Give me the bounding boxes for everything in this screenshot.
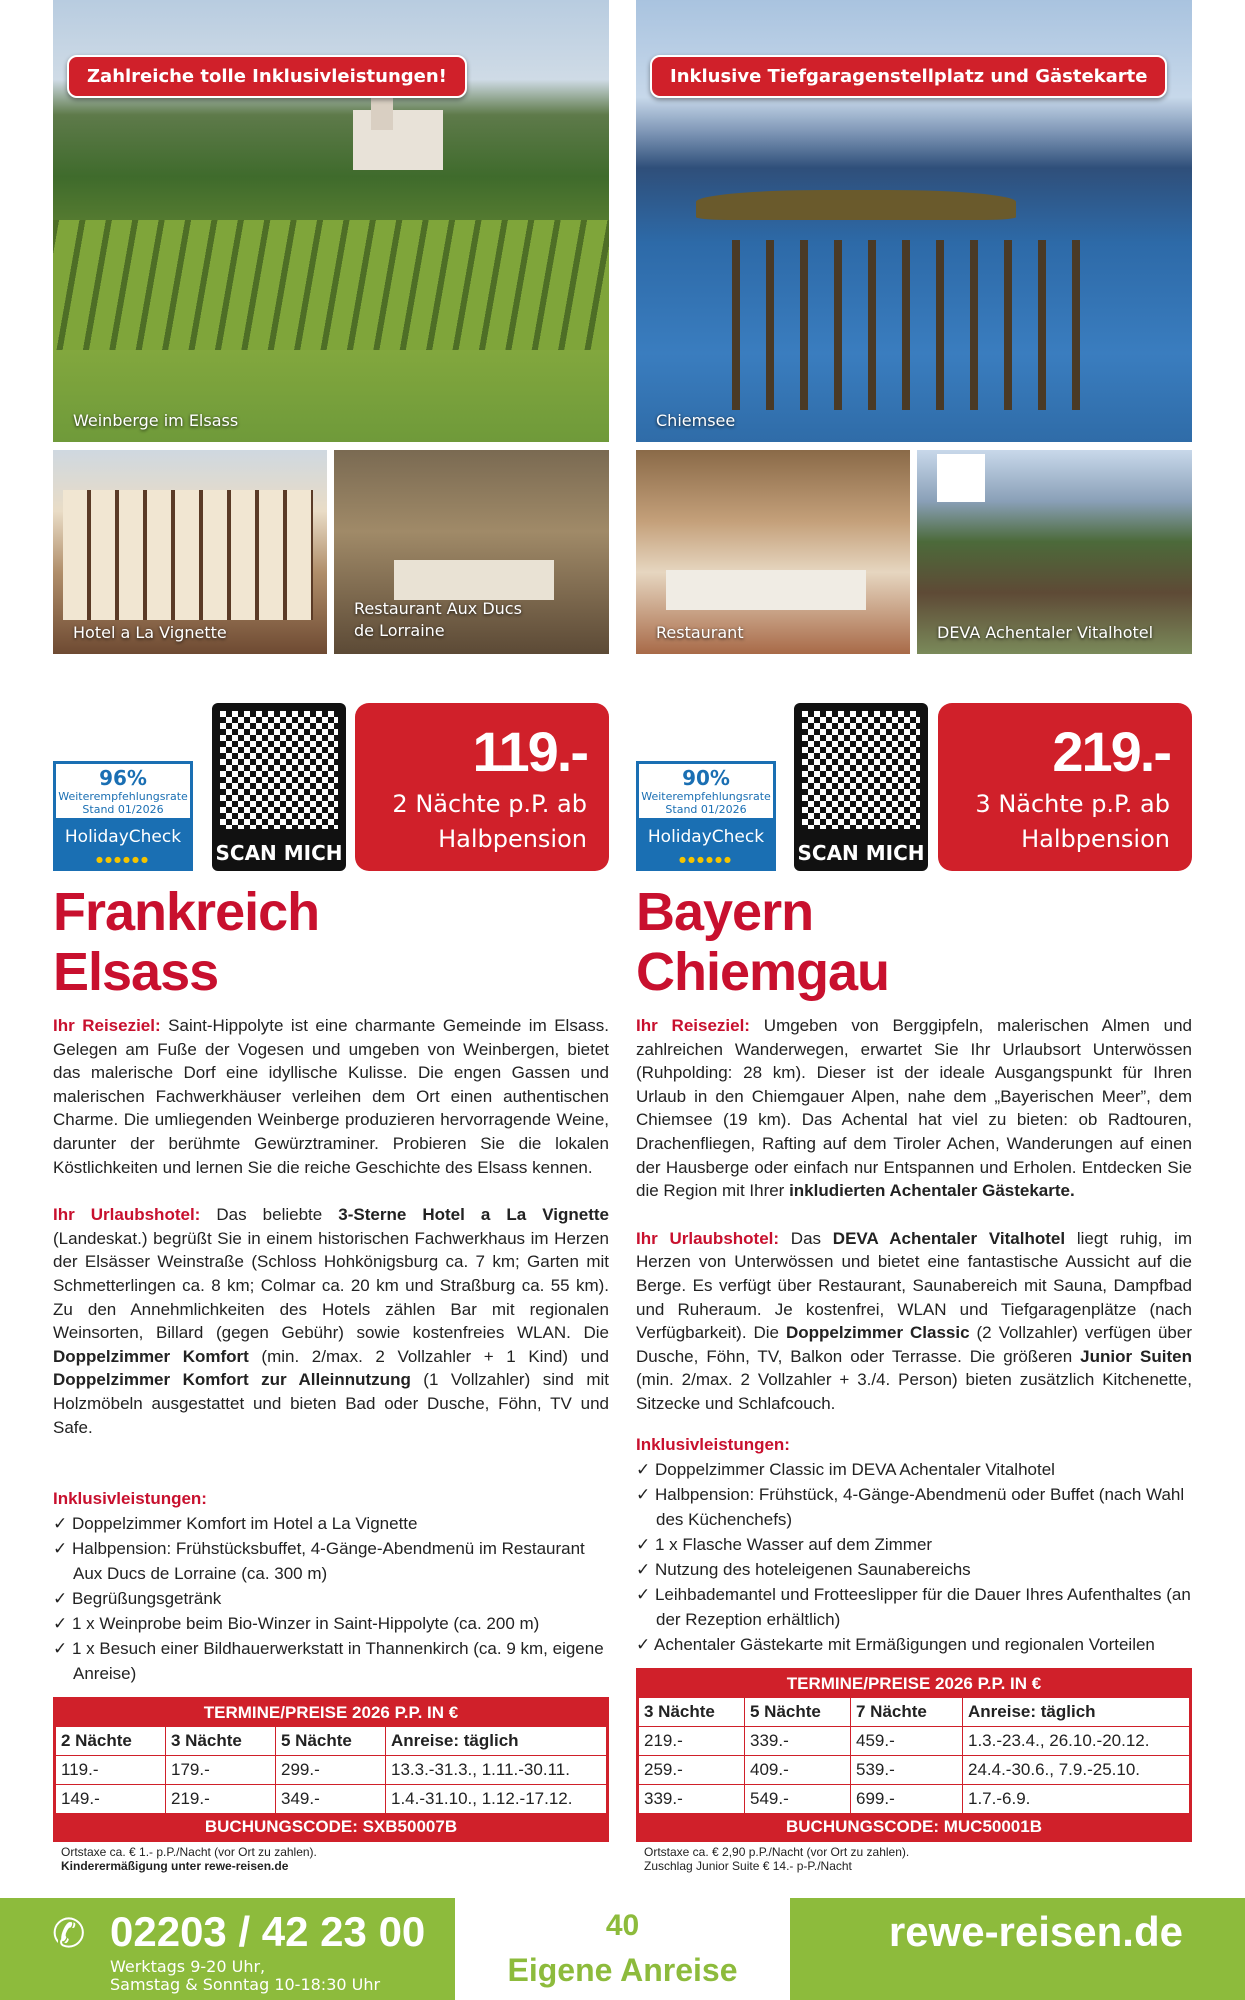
qr-code-icon	[220, 711, 338, 829]
price-table-right	[636, 1668, 1192, 1842]
table-cell: 299.-	[276, 1756, 386, 1785]
reiseziel-highlight: inkludierten Achentaler Gästekarte.	[789, 1181, 1075, 1201]
title-region: Elsass	[53, 942, 219, 1002]
price-box-left	[355, 703, 609, 871]
table-cell: 1.7.-6.9.	[963, 1785, 1190, 1814]
inkl-header: Inklusivleistungen:	[53, 1489, 207, 1508]
footnote-left	[61, 1845, 317, 1873]
inkl-header: Inklusivleistungen:	[636, 1435, 790, 1454]
hotel-text: (1 Vollzahler) sind mit Holzmöbeln ausgestattet und bieten Bad oder Dusche, Föhn, TV und Safe.	[53, 1370, 609, 1437]
description-left	[53, 1014, 609, 1439]
rating-label: Weiterempfehlungsrate	[58, 790, 188, 803]
holidaycheck-rating-right	[636, 761, 776, 871]
table-cell: 149.-	[56, 1785, 166, 1814]
hotel-paragraph	[636, 1227, 1192, 1416]
rating-percent: 90%	[682, 766, 730, 790]
table-cell: 1.3.-23.4., 26.10.-20.12.	[963, 1727, 1190, 1756]
badge-right: Inklusive Tiefgaragenstellplatz und Gästekarte	[650, 55, 1167, 98]
footnote-line: Ortstaxe ca. € 2,90 p.P./Nacht (vor Ort zu zahlen).	[644, 1845, 910, 1859]
table-header-row	[639, 1698, 1190, 1727]
table-cell: 24.4.-30.6., 7.9.-25.10.	[963, 1756, 1190, 1785]
table-row	[639, 1727, 1190, 1756]
list-item: ✓ Doppelzimmer Classic im DEVA Achentaler Vitalhotel	[636, 1457, 1192, 1482]
hotel-name: 3-Sterne Hotel a La Vignette	[338, 1205, 610, 1225]
vine-rows-shape	[53, 220, 609, 350]
hotel-label: Ihr Urlaubshotel:	[53, 1205, 201, 1225]
price-nights: 3 Nächte p.P. ab	[975, 790, 1170, 818]
hotel-text: liegt ruhig, im Herzen von Unterwössen und bietet eine fantastische Aussicht auf die Berge. Es verfügt über Restaurant, Saunabereich mit Sauna, Dampfbad und Ruheraum. Je kostenfrei, WLAN und Tiefgaragenplätze (nach Verfügbarkeit). Die	[636, 1228, 1192, 1343]
caption-restaurant: Restaurant	[656, 623, 744, 642]
table-header-cell: 3 Nächte	[639, 1698, 745, 1727]
footnote-right	[644, 1845, 909, 1873]
inclusive-list-right	[636, 1432, 1192, 1657]
hotel-logo-icon	[937, 454, 985, 502]
hotel-name: DEVA Achentaler Vitalhotel	[832, 1228, 1066, 1248]
hotel-label: Ihr Urlaubshotel:	[636, 1228, 780, 1248]
title-region: Chiemgau	[636, 942, 890, 1002]
hours-weekdays: Werktags 9-20 Uhr,	[110, 1957, 266, 1976]
list-item: ✓ Halbpension: Frühstücksbuffet, 4-Gänge-Abendmenü im Restaurant Aux Ducs de Lorraine (ca. 300 m)	[53, 1536, 609, 1586]
destination-title-left	[53, 882, 319, 1002]
description-right	[636, 1014, 1192, 1416]
photo-restaurant-deva	[636, 450, 910, 654]
hotel-text: Das	[779, 1228, 833, 1248]
photo-hotel-vignette	[53, 450, 327, 654]
rating-percent: 96%	[99, 766, 147, 790]
room-type: Doppelzimmer Classic	[785, 1323, 970, 1343]
photo-restaurant-lorraine	[334, 450, 609, 654]
list-item: ✓ 1 x Weinprobe beim Bio-Winzer in Saint-Hippolyte (ca. 200 m)	[53, 1611, 609, 1636]
badge-left: Zahlreiche tolle Inklusivleistungen!	[67, 55, 467, 98]
travel-mode: Eigene Anreise	[507, 1952, 738, 1988]
footer-phone-block[interactable]	[0, 1898, 455, 2000]
table-header-cell: 3 Nächte	[166, 1727, 276, 1756]
list-item: ✓ Achentaler Gästekarte mit Ermäßigungen und regionalen Vorteilen	[636, 1632, 1192, 1657]
caption-vineyards: Weinberge im Elsass	[73, 411, 239, 430]
table-header-cell: 7 Nächte	[851, 1698, 963, 1727]
room-type: Junior Suiten	[1080, 1346, 1192, 1366]
tables-shape	[394, 560, 554, 600]
list-item: ✓ Begrüßungsgetränk	[53, 1586, 609, 1611]
rating-label: Weiterempfehlungsrate	[641, 790, 771, 803]
table-header-cell: 5 Nächte	[745, 1698, 851, 1727]
reiseziel-paragraph	[53, 1014, 609, 1179]
table-row	[56, 1785, 607, 1814]
qr-code-right[interactable]	[794, 703, 928, 871]
price-board: Halbpension	[438, 825, 587, 853]
table-cell: 219.-	[166, 1785, 276, 1814]
church-shape	[353, 110, 443, 170]
island-shape	[696, 190, 1016, 220]
stars-icon: ●●●●●●	[679, 855, 733, 864]
title-country: Frankreich	[53, 882, 320, 942]
table-cell: 119.-	[56, 1756, 166, 1785]
table-cell: 219.-	[639, 1727, 745, 1756]
list-item: ✓ Doppelzimmer Komfort im Hotel a La Vignette	[53, 1511, 609, 1536]
footer-center	[455, 1898, 790, 2000]
footer-website-block[interactable]	[790, 1898, 1245, 2000]
hotel-text: (min. 2/max. 2 Vollzahler + 1 Kind) und	[248, 1346, 609, 1366]
caption-hotel-vignette: Hotel a La Vignette	[73, 623, 227, 642]
hotel-paragraph	[53, 1203, 609, 1439]
table-cell: 699.-	[851, 1785, 963, 1814]
table-cell: 539.-	[851, 1756, 963, 1785]
hotel-text: (2 Vollzahler) verfügen über Dusche, Föhn, TV, Balkon oder Terrasse. Die größeren	[636, 1323, 1193, 1366]
stars-icon: ●●●●●●	[96, 855, 150, 864]
reiseziel-text: Umgeben von Berggipfeln, malerischen Almen und zahlreichen Wanderwegen, erwartet Sie Ihr Urlaubsort Unterwössen (Ruhpolding: 28 km). Dieser ist der ideale Ausgangspunkt für Ihren Urlaub in den Chiemgauer Alpen, nahe dem „Bayerischen Meer”, dem Chiemsee (19 km). Das Achental hat viel zu bieten: ob Radtouren, Drachenfliegen, Rafting auf dem Tiroler Achen, Wanderungen auf einen der Hausberge oder einfach nur Entspannen und Erholen. Entdecken Sie die Region mit Ihrer	[636, 1016, 1192, 1201]
caption-line-1: Restaurant Aux Ducs	[354, 599, 522, 618]
table-row	[639, 1756, 1190, 1785]
table-cell: 179.-	[166, 1756, 276, 1785]
caption-chiemsee: Chiemsee	[656, 411, 736, 430]
scan-label: SCAN MICH	[797, 841, 925, 865]
price-board: Halbpension	[1021, 825, 1170, 853]
tables-shape-2	[666, 570, 866, 610]
room-type: Doppelzimmer Komfort	[53, 1346, 249, 1366]
list-item: ✓ Nutzung des hoteleigenen Saunabereichs	[636, 1557, 1192, 1582]
half-timber-shape	[63, 490, 313, 620]
qr-code-icon	[802, 711, 920, 829]
caption-deva-hotel: DEVA Achentaler Vitalhotel	[937, 623, 1154, 642]
opening-hours	[110, 1958, 380, 1994]
table-header-cell: Anreise: täglich	[386, 1727, 607, 1756]
caption-line-2: de Lorraine	[354, 621, 445, 640]
hotel-text: Das beliebte	[200, 1205, 339, 1225]
holidaycheck-rating-left	[53, 761, 193, 871]
footnote-line: Zuschlag Junior Suite € 14.- p-P./Nacht	[644, 1859, 852, 1873]
price-nights: 2 Nächte p.P. ab	[392, 790, 587, 818]
table-cell: 1.4.-31.10., 1.12.-17.12.	[386, 1785, 607, 1814]
list-item: ✓ Leihbademantel und Frotteeslipper für die Dauer Ihres Aufenthaltes (an der Rezeption erhältlich)	[636, 1582, 1192, 1632]
phone-number[interactable]: 02203 / 42 23 00	[110, 1908, 426, 1955]
table-cell: 409.-	[745, 1756, 851, 1785]
caption-restaurant-lorraine	[354, 598, 522, 642]
table-header-cell: Anreise: täglich	[963, 1698, 1190, 1727]
rating-date: Stand 01/2026	[665, 803, 747, 816]
hotel-text: (Landeskat.) begrüßt Sie in einem historischen Fachwerkhaus im Herzen der Elsässer Weinstraße (Schloss Hohkönigsburg ca. 7 km; Garten mit Schmetterlingen ca. 8 km; Colmar ca. 20 km und Straßburg ca. 55 km). Zu den Annehmlichkeiten des Hotels zählen Bar mit regionalen Weinsorten, Billard (gegen Gebühr) sowie kostenfreies WLAN. Die	[53, 1228, 609, 1343]
table-title: TERMINE/PREISE 2026 P.P. IN €	[55, 1699, 607, 1726]
phone-icon: ✆	[52, 1911, 86, 1957]
table-cell: 459.-	[851, 1727, 963, 1756]
table-cell: 549.-	[745, 1785, 851, 1814]
table-header-cell: 2 Nächte	[56, 1727, 166, 1756]
hotel-text: (min. 2/max. 2 Vollzahler + 3./4. Person) bieten zusätzlich Kitchenette, Sitzecke und Schlafcouch.	[636, 1370, 1192, 1413]
holidaycheck-logo: HolidayCheck	[56, 818, 190, 868]
booking-code: BUCHUNGSCODE: MUC50001B	[638, 1814, 1190, 1840]
qr-code-left[interactable]	[212, 703, 346, 871]
holidaycheck-logo: HolidayCheck	[639, 818, 773, 868]
booking-code: BUCHUNGSCODE: SXB50007B	[55, 1814, 607, 1840]
table-row	[639, 1785, 1190, 1814]
table-title: TERMINE/PREISE 2026 P.P. IN €	[638, 1670, 1190, 1697]
footnote-line: Ortstaxe ca. € 1.- p.P./Nacht (vor Ort zu zahlen).	[61, 1845, 317, 1859]
inclusive-list-left	[53, 1486, 609, 1686]
table-header-cell: 5 Nächte	[276, 1727, 386, 1756]
table-cell: 349.-	[276, 1785, 386, 1814]
table-cell: 339.-	[639, 1785, 745, 1814]
price-amount: 219.-	[1052, 720, 1170, 783]
list-item: ✓ 1 x Flasche Wasser auf dem Zimmer	[636, 1532, 1192, 1557]
destination-title-right	[636, 882, 889, 1002]
website-link[interactable]: rewe-reisen.de	[888, 1908, 1183, 1955]
price-table-left	[53, 1697, 609, 1842]
wooden-posts-shape	[706, 240, 1106, 410]
footnote-line: Kinderermäßigung unter rewe-reisen.de	[61, 1859, 289, 1873]
scan-label: SCAN MICH	[215, 841, 343, 865]
price-amount: 119.-	[472, 720, 587, 783]
photo-deva-hotel	[917, 450, 1192, 654]
rating-date: Stand 01/2026	[82, 803, 164, 816]
title-country: Bayern	[636, 882, 814, 942]
price-box-right	[938, 703, 1192, 871]
table-cell: 339.-	[745, 1727, 851, 1756]
table-cell: 259.-	[639, 1756, 745, 1785]
reiseziel-label: Ihr Reiseziel:	[53, 1016, 161, 1035]
reiseziel-paragraph	[636, 1014, 1192, 1203]
hours-weekend: Samstag & Sonntag 10-18:30 Uhr	[110, 1975, 381, 1994]
list-item: ✓ Halbpension: Frühstück, 4-Gänge-Abendmenü oder Buffet (nach Wahl des Küchenchefs)	[636, 1482, 1192, 1532]
list-item: ✓ 1 x Besuch einer Bildhauerwerkstatt in Thannenkirch (ca. 9 km, eigene Anreise)	[53, 1636, 609, 1686]
table-cell: 13.3.-31.3., 1.11.-30.11.	[386, 1756, 607, 1785]
reiseziel-text: Saint-Hippolyte ist eine charmante Gemeinde im Elsass. Gelegen am Fuße der Vogesen und umgeben von Weinbergen, bietet das malerische Dorf eine idyllische Kulisse. Die engen Gassen und malerischen Fachwerkhäuser verleihen dem Ort einen authentischen Charme. Die umliegenden Weinberge produzieren hervorragende Weine, darunter der berühmte Gewürztraminer. Probieren Sie die lokalen Köstlichkeiten und lernen Sie die reiche Geschichte des Elsass kennen.	[53, 1016, 610, 1177]
room-type: Doppelzimmer Komfort zur Alleinnutzung	[53, 1370, 411, 1390]
table-header-row	[56, 1727, 607, 1756]
page-number: 40	[605, 1909, 640, 1942]
reiseziel-label: Ihr Reiseziel:	[636, 1016, 750, 1035]
table-row	[56, 1756, 607, 1785]
